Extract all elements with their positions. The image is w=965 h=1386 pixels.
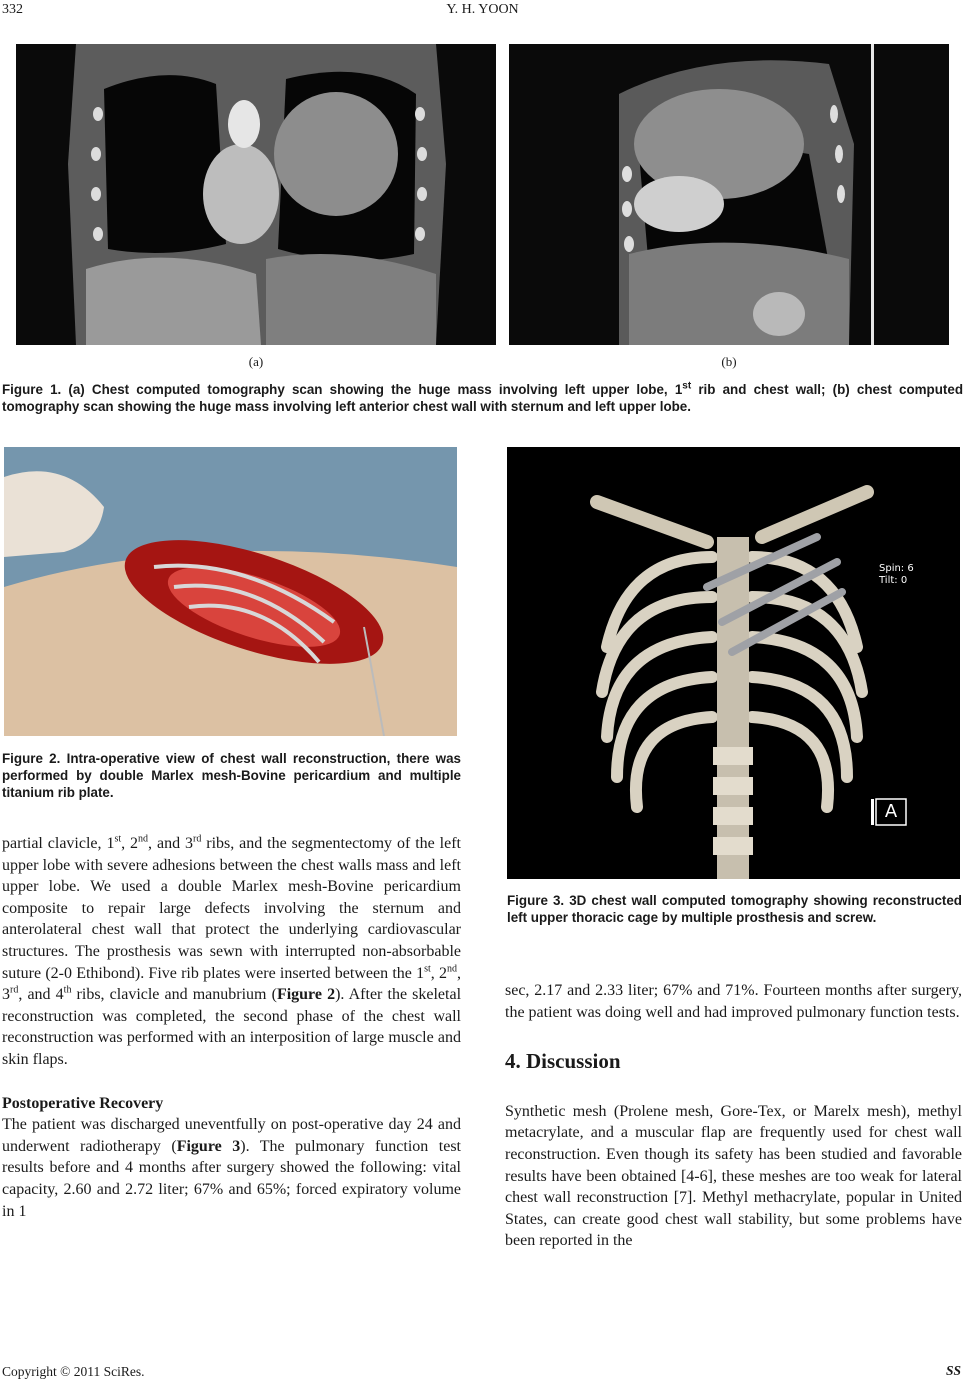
copyright-notice: Copyright © 2011 SciRes. bbox=[2, 1364, 145, 1379]
figure-1a-label: (a) bbox=[248, 354, 264, 369]
figure-3-reference: Figure 3 bbox=[176, 1137, 241, 1155]
figure-3-3d-ct-image bbox=[507, 447, 960, 879]
postoperative-recovery-heading: Postoperative Recovery bbox=[2, 1094, 164, 1112]
journal-abbreviation: SS bbox=[945, 1363, 961, 1378]
figure-3-caption: Figure 3. 3D chest wall computed tomography showing reconstructed left upper thoracic cage by multiple prosthesis and screw. bbox=[507, 893, 962, 925]
tilt-overlay-text: Tilt: 0 bbox=[879, 575, 908, 586]
discussion-heading: 4. Discussion bbox=[505, 1049, 621, 1074]
page-number: 332 bbox=[2, 2, 23, 17]
paragraph-recovery: The patient was discharged uneventfully on post-operative day 24 and underwent radiotherapy (Figure 3). The pulmonary function test results before and 4 months after surgery showed the following: vital capacity, 2.60 and 2.72 liter; 67% and 65%; forced expiratory volume in 1 bbox=[2, 1116, 461, 1220]
figure-1a-ct-image bbox=[16, 44, 496, 345]
paragraph-discussion: Synthetic mesh (Prolene mesh, Gore-Tex, or Marelx mesh), methyl metacrylate, and a muscular flap are frequently used for chest wall reconstruction. Even though its safety has been studied and favorable results have been obtained [4-6], these meshes are too weak for lateral chest wall reconstruction [7]. Methyl methacrylate, popular in United States, can create good chest wall stability, but some problems have been reported in the bbox=[505, 1102, 962, 1250]
figure-1b-ct-image bbox=[509, 44, 949, 345]
paragraph-pulmonary-results: sec, 2.17 and 2.33 liter; 67% and 71%. Fourteen months after surgery, the patient was doing well and had improved pulmonary function tests. bbox=[505, 982, 962, 1021]
paragraph-reconstruction: partial clavicle, 1st, 2nd, and 3rd ribs, and the segmentectomy of the left upper lobe with severe adhesions between the chest walls mass and left upper lobe. We used a double Marlex mesh-Bovine pericardium composite to repair large defects involving the sternum and anterolateral chest wall that protect the underlying cardiovascular structures. The prosthesis was sewn with interrupted non-absorbable suture (2-0 Ethibond). Five rib plates were inserted between the 1st, 2nd, 3rd, and 4th ribs, clavicle and manubrium (Figure 2). After the skeletal reconstruction was completed, the second phase of the chest wall reconstruction was performed with an interposition of large muscle and skin flaps. bbox=[2, 833, 462, 1068]
orientation-label: A bbox=[884, 801, 898, 822]
right-column-text bbox=[505, 980, 962, 1252]
figure-1-caption: Figure 1. (a) Chest computed tomography scan showing the huge mass involving left upper lobe, 1st rib and chest wall; (b) chest computed tomography scan showing the huge mass involving left anterior chest wall with sternum and left upper lobe. bbox=[2, 380, 963, 414]
figure-2-reference: Figure 2 bbox=[276, 986, 336, 1004]
figure-2-caption: Figure 2. Intra-operative view of chest wall reconstruction, there was performed by double Marlex mesh-Bovine pericardium and multiple titanium rib plate. bbox=[2, 751, 461, 800]
left-column-text bbox=[2, 833, 461, 1222]
figure-1b-label: (b) bbox=[721, 354, 737, 369]
figure-2-photo bbox=[4, 447, 457, 736]
running-title: Y. H. YOON bbox=[446, 2, 519, 17]
spin-overlay-text: Spin: 6 bbox=[879, 563, 914, 574]
